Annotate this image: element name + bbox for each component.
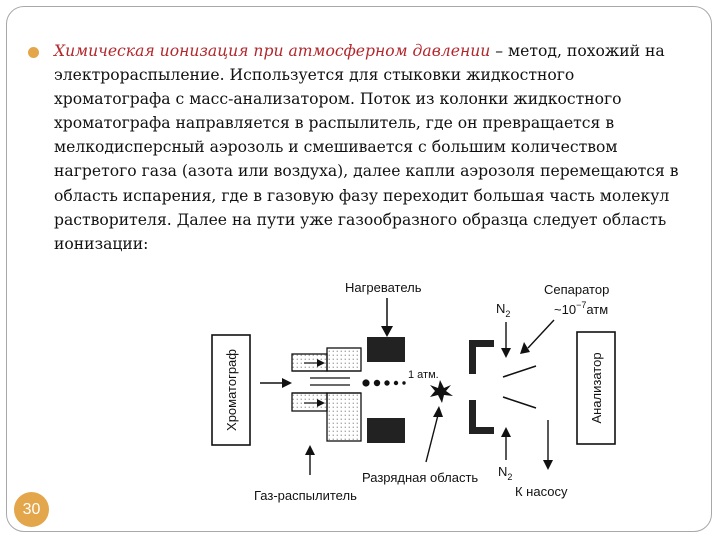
pressure-label xyxy=(554,300,608,317)
pump-arrow xyxy=(543,420,553,470)
bullet-marker xyxy=(28,47,39,58)
n2-top-arrow xyxy=(501,322,511,358)
pump-label: К насосу xyxy=(515,484,568,499)
n2-top-label xyxy=(496,301,510,319)
n2-bottom-arrow xyxy=(501,427,511,460)
skimmer-bottom-diagonal xyxy=(503,397,536,408)
pressure-unit: атм xyxy=(586,302,609,317)
aerosol-droplets xyxy=(362,379,405,386)
separator-plate-top xyxy=(469,340,494,374)
pressure-exponent: −7 xyxy=(576,300,587,310)
nebulizer-gas-label: Газ-распылитель xyxy=(254,488,357,503)
heater-label: Нагреватель xyxy=(345,280,422,295)
skimmer-top-diagonal xyxy=(503,366,536,377)
nebulizer-gas-arrow xyxy=(305,445,315,475)
separator-plate-bottom xyxy=(469,400,494,434)
analyzer-label: Анализатор xyxy=(589,352,604,424)
one-atm-label: 1 атм. xyxy=(408,369,439,381)
separator-label: Сепаратор xyxy=(544,282,610,297)
heater-arrow xyxy=(381,298,393,337)
n2-bottom-label xyxy=(498,464,512,482)
discharge-spark xyxy=(430,380,453,403)
n2-bottom-subscript: 2 xyxy=(507,472,513,482)
term-heading: Химическая ионизация при атмосферном давлении xyxy=(54,42,491,60)
description-body: метод, похожий на электрораспыление. Используется для стыковки жидкостного хроматографа с масс-анализатором. Поток из колонки жидкостного хроматографа направляется в распылитель, где он превращается в мелкодисперсный аэрозоль и смешивается с большим количеством нагретого газа (азота или воздуха), далее капли аэрозоля перемещаются в область испарения, где в газовую фазу переходит большая часть молекул растворителя. Далее на пути уже газообразного образца следует область ионизации: xyxy=(54,42,679,253)
heater-block-top xyxy=(367,337,405,362)
chromatograph-label: Хроматограф xyxy=(224,349,239,431)
nebulizer xyxy=(292,348,361,441)
n2-bottom-symbol: N xyxy=(498,464,508,479)
heater-block-bottom xyxy=(367,418,405,443)
discharge-pointer-arrow xyxy=(426,406,443,462)
n2-top-symbol: N xyxy=(496,301,506,316)
n2-top-subscript: 2 xyxy=(505,309,511,319)
pressure-value: ~10 xyxy=(554,302,577,317)
description-paragraph xyxy=(54,39,694,256)
term-dash: – xyxy=(490,42,509,60)
page-number-badge: 30 xyxy=(14,492,49,527)
apci-diagram xyxy=(200,270,640,510)
flow-arrow xyxy=(260,378,292,388)
pressure-arrow xyxy=(520,320,554,354)
discharge-label: Разрядная область xyxy=(362,470,479,485)
